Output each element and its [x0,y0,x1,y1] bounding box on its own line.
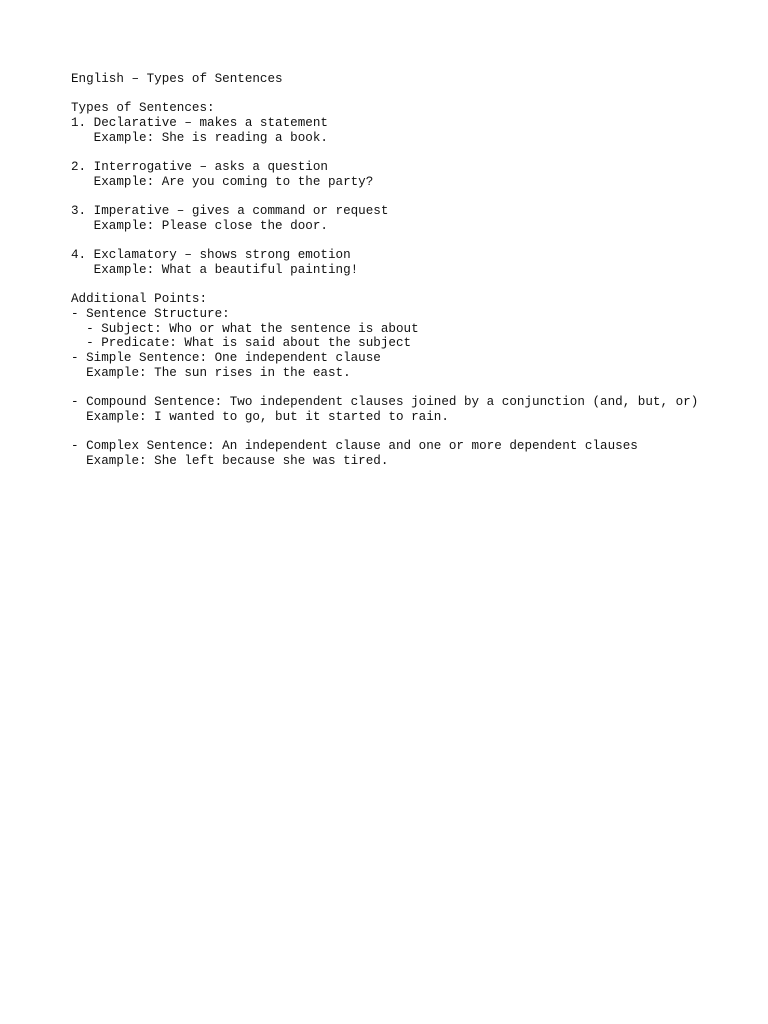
spacer [71,278,751,293]
type-interrogative-label: 2. Interrogative – asks a question [71,160,328,175]
simple-sentence-example: Example: The sun rises in the east. [71,365,351,380]
type-exclamatory-example: Example: What a beautiful painting! [71,262,359,277]
spacer [71,190,751,205]
compound-sentence-example: Example: I wanted to go, but it started to rain. [71,409,449,424]
types-heading: Types of Sentences: [71,101,215,116]
compound-sentence-label: - Compound Sentence: Two independent clauses joined by a conjunction (and, but, or) [71,395,699,410]
spacer [71,380,751,395]
spacer [71,87,751,102]
type-interrogative-example: Example: Are you coming to the party? [71,174,374,189]
simple-sentence-label: - Simple Sentence: One independent clause [71,351,381,366]
spacer [71,425,751,440]
document-title: English – Types of Sentences [71,72,283,86]
type-exclamatory-label: 4. Exclamatory – shows strong emotion [71,248,351,263]
spacer [71,234,751,249]
type-imperative-example: Example: Please close the door. [71,218,328,233]
type-declarative-example: Example: She is reading a book. [71,130,328,145]
additional-heading: Additional Points: [71,292,208,307]
structure-label: - Sentence Structure: [71,307,230,321]
spacer [71,145,751,160]
type-imperative-label: 3. Imperative – gives a command or request [71,204,389,219]
structure-predicate: - Predicate: What is said about the subject [71,336,412,351]
document-page [71,72,751,469]
type-declarative-label: 1. Declarative – makes a statement [71,116,328,131]
complex-sentence-label: - Complex Sentence: An independent clause and one or more dependent clauses [71,439,638,454]
complex-sentence-example: Example: She left because she was tired. [71,453,389,468]
structure-subject: - Subject: Who or what the sentence is about [71,321,419,336]
